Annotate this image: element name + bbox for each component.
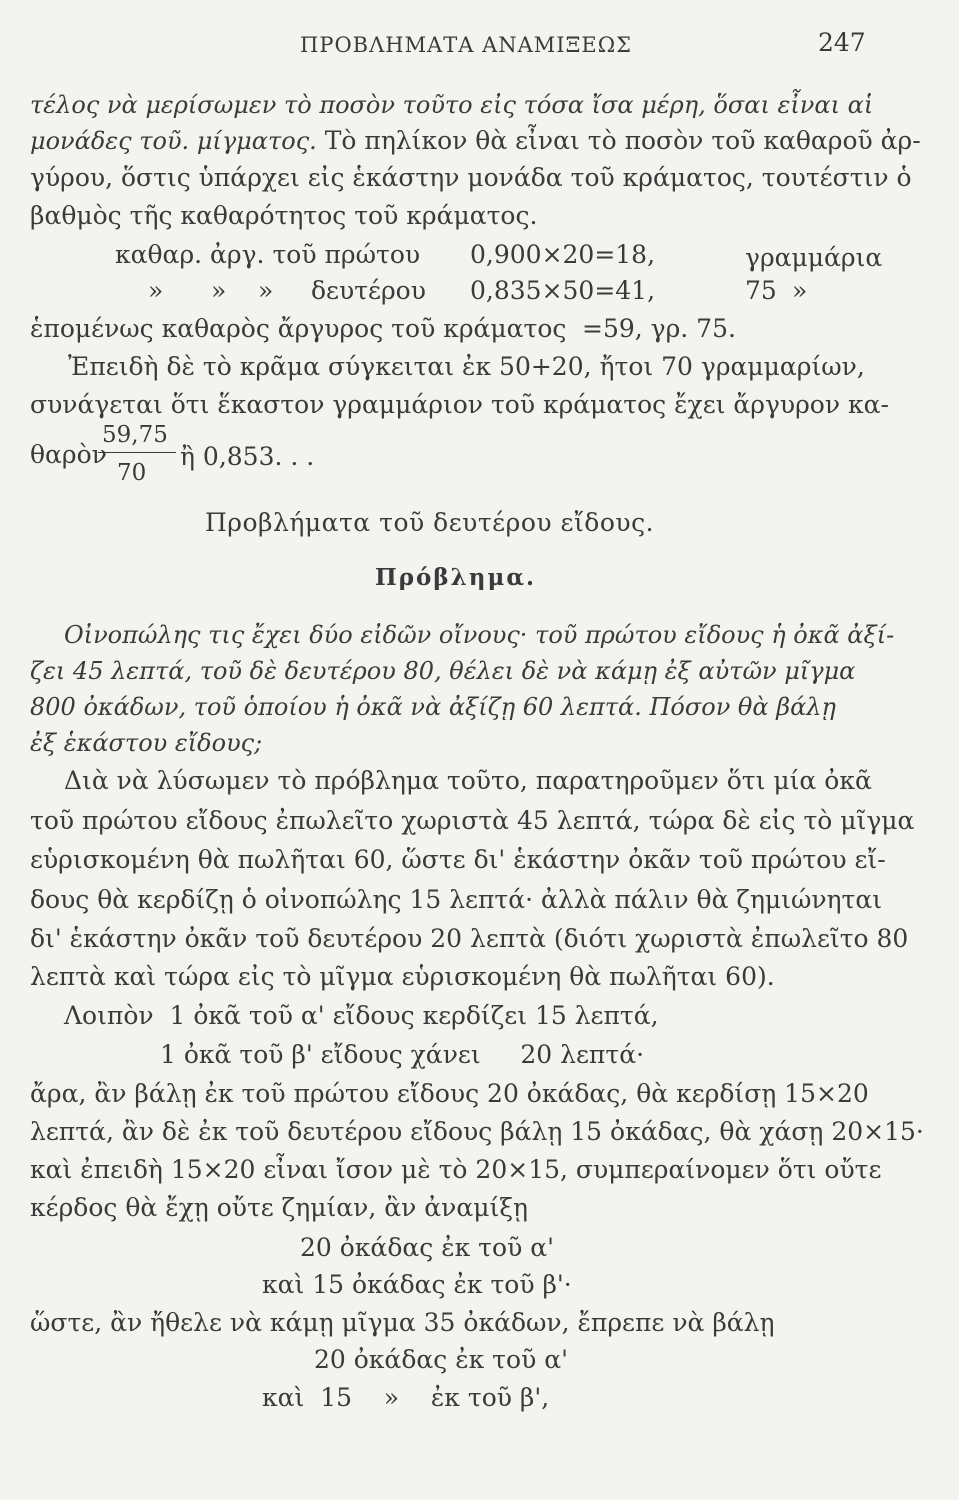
intro-line-2-rest: Τὸ πηλίκον θὰ εἶναι τὸ ποσὸν τοῦ καθαροῦ ἀρ- [316,126,921,155]
calc-row-3-expression: =59, γρ. 75. [582,314,736,343]
since-line-1: Ἐπειδὴ δὲ τὸ κρᾶμα σύγκειται ἐκ 50+20, ἤτοι 70 γραμμαρίων, [68,352,865,381]
calc-row-2-extra: 75 [745,276,777,305]
calc-row-1-label: καθαρ. ἀργ. τοῦ πρώτου [115,240,421,269]
running-title: ΠΡΟΒΛΗΜΑΤΑ ΑΝΑΜΙΞΕΩΣ [300,33,632,57]
intro-line-1: τέλος νὰ μερίσωμεν τὸ ποσὸν τοῦτο εἰς τόσα ἴσα μέρη, ὅσαι εἶναι αἱ [30,91,874,119]
intro-line-2 [30,126,921,156]
intro-line-3: γύρου, ὅστις ὑπάρχει εἰς ἑκάστην μονάδα τοῦ κράματος, τουτέστιν ὁ [30,163,912,192]
intro-line-4: βαθμὸς τῆς καθαρότητος τοῦ κράματος. [30,201,538,230]
thus-line-2: 1 ὀκᾶ τοῦ β' εἴδους χάνει 20 λεπτά· [160,1040,645,1069]
since-line-3-prefix: θαρὸν [30,440,107,469]
solution-line-4: δους θὰ κερδίζῃ ὁ οἰνοπώλης 15 λεπτά· ἀλλὰ πάλιν θὰ ζημιώνηται [30,885,883,914]
calc-row-1-expression: 0,900×20=18, [470,240,656,269]
solution-line-6: λεπτὰ καὶ τώρα εἰς τὸ μῖγμα εὑρισκομένη θὰ πωλῆται 60). [30,962,775,991]
calc-row-2-expression: 0,835×50=41, [470,276,656,305]
page-number: 247 [818,28,866,57]
calc-row-1-unit: γραμμάρια [745,243,883,272]
calc-row-2-label: δευτέρου [311,276,426,305]
thus-line-8: καὶ 15 ὀκάδας ἐκ τοῦ β'· [262,1270,572,1299]
fraction-bar [98,452,176,453]
thus-line-7: 20 ὀκάδας ἐκ τοῦ α' [300,1233,554,1262]
fraction-denominator: 70 [117,460,147,486]
problem-heading: Πρόβλημα. [375,564,537,591]
solution-line-1: Διὰ νὰ λύσωμεν τὸ πρόβλημα τοῦτο, παρατηροῦμεν ὅτι μία ὀκᾶ [64,766,872,795]
thus-line-4: λεπτά, ἂν δὲ ἐκ τοῦ δευτέρου εἴδους βάλῃ 15 ὀκάδας, θὰ χάσῃ 20×15· [30,1117,924,1146]
solution-line-2: τοῦ πρώτου εἴδους ἐπωλεῖτο χωριστὰ 45 λεπτά, τώρα δὲ εἰς τὸ μῖγμα [30,806,915,835]
fraction-numerator: 59,75 [102,422,168,448]
calc-row-2-ditto: » » » [148,276,274,305]
problem-line-3: 800 ὀκάδων, τοῦ ὁποίου ἡ ὀκᾶ νὰ ἀξίζῃ 60 λεπτά. Πόσον θὰ βάλῃ [30,693,836,721]
thus-line-6: κέρδος θὰ ἔχῃ οὔτε ζημίαν, ἂν ἀναμίξῃ [30,1193,529,1222]
thus-line-11: καὶ 15 » ἐκ τοῦ β', [262,1383,550,1412]
since-line-3-suffix: ἢ 0,853. . . [180,442,315,471]
intro-line-2-italic: μονάδες τοῦ. μίγματος. [30,127,317,155]
calc-row-2-ditto-end: » [792,276,808,305]
problem-line-2: ζει 45 λεπτά, τοῦ δὲ δευτέρου 80, θέλει δὲ νὰ κάμῃ ἐξ αὐτῶν μῖγμα [30,657,856,685]
since-line-2: συνάγεται ὅτι ἕκαστον γραμμάριον τοῦ κράματος ἔχει ἄργυρον κα- [30,390,889,419]
thus-line-5: καὶ ἐπειδὴ 15×20 εἶναι ἴσον μὲ τὸ 20×15, συμπεραίνομεν ὅτι οὔτε [30,1155,882,1184]
problem-line-1: Οἰνοπώλης τις ἔχει δύο εἰδῶν οἴνους· τοῦ πρώτου εἴδους ἡ ὀκᾶ ἀξί- [64,621,895,649]
solution-line-3: εὑρισκομένη θὰ πωλῆται 60, ὥστε δι' ἑκάστην ὀκᾶν τοῦ πρώτου εἴ- [30,845,886,874]
calc-row-3-label: ἑπομένως καθαρὸς ἄργυρος τοῦ κράματος [30,314,567,343]
thus-line-9: ὥστε, ἂν ἤθελε νὰ κάμῃ μῖγμα 35 ὀκάδων, ἔπρεπε νὰ βάλῃ [30,1308,775,1337]
thus-line-1: Λοιπὸν 1 ὀκᾶ τοῦ α' εἴδους κερδίζει 15 λεπτά, [64,1001,659,1030]
thus-line-10: 20 ὀκάδας ἐκ τοῦ α' [314,1345,568,1374]
problem-line-4: ἐξ ἑκάστου εἴδους; [30,729,263,757]
solution-line-5: δι' ἑκάστην ὀκᾶν τοῦ δευτέρου 20 λεπτὰ (διότι χωριστὰ ἐπωλεῖτο 80 [30,924,909,953]
section-title: Προβλήματα τοῦ δευτέρου εἴδους. [205,508,655,537]
thus-line-3: ἄρα, ἂν βάλῃ ἐκ τοῦ πρώτου εἴδους 20 ὀκάδας, θὰ κερδίσῃ 15×20 [30,1079,869,1108]
